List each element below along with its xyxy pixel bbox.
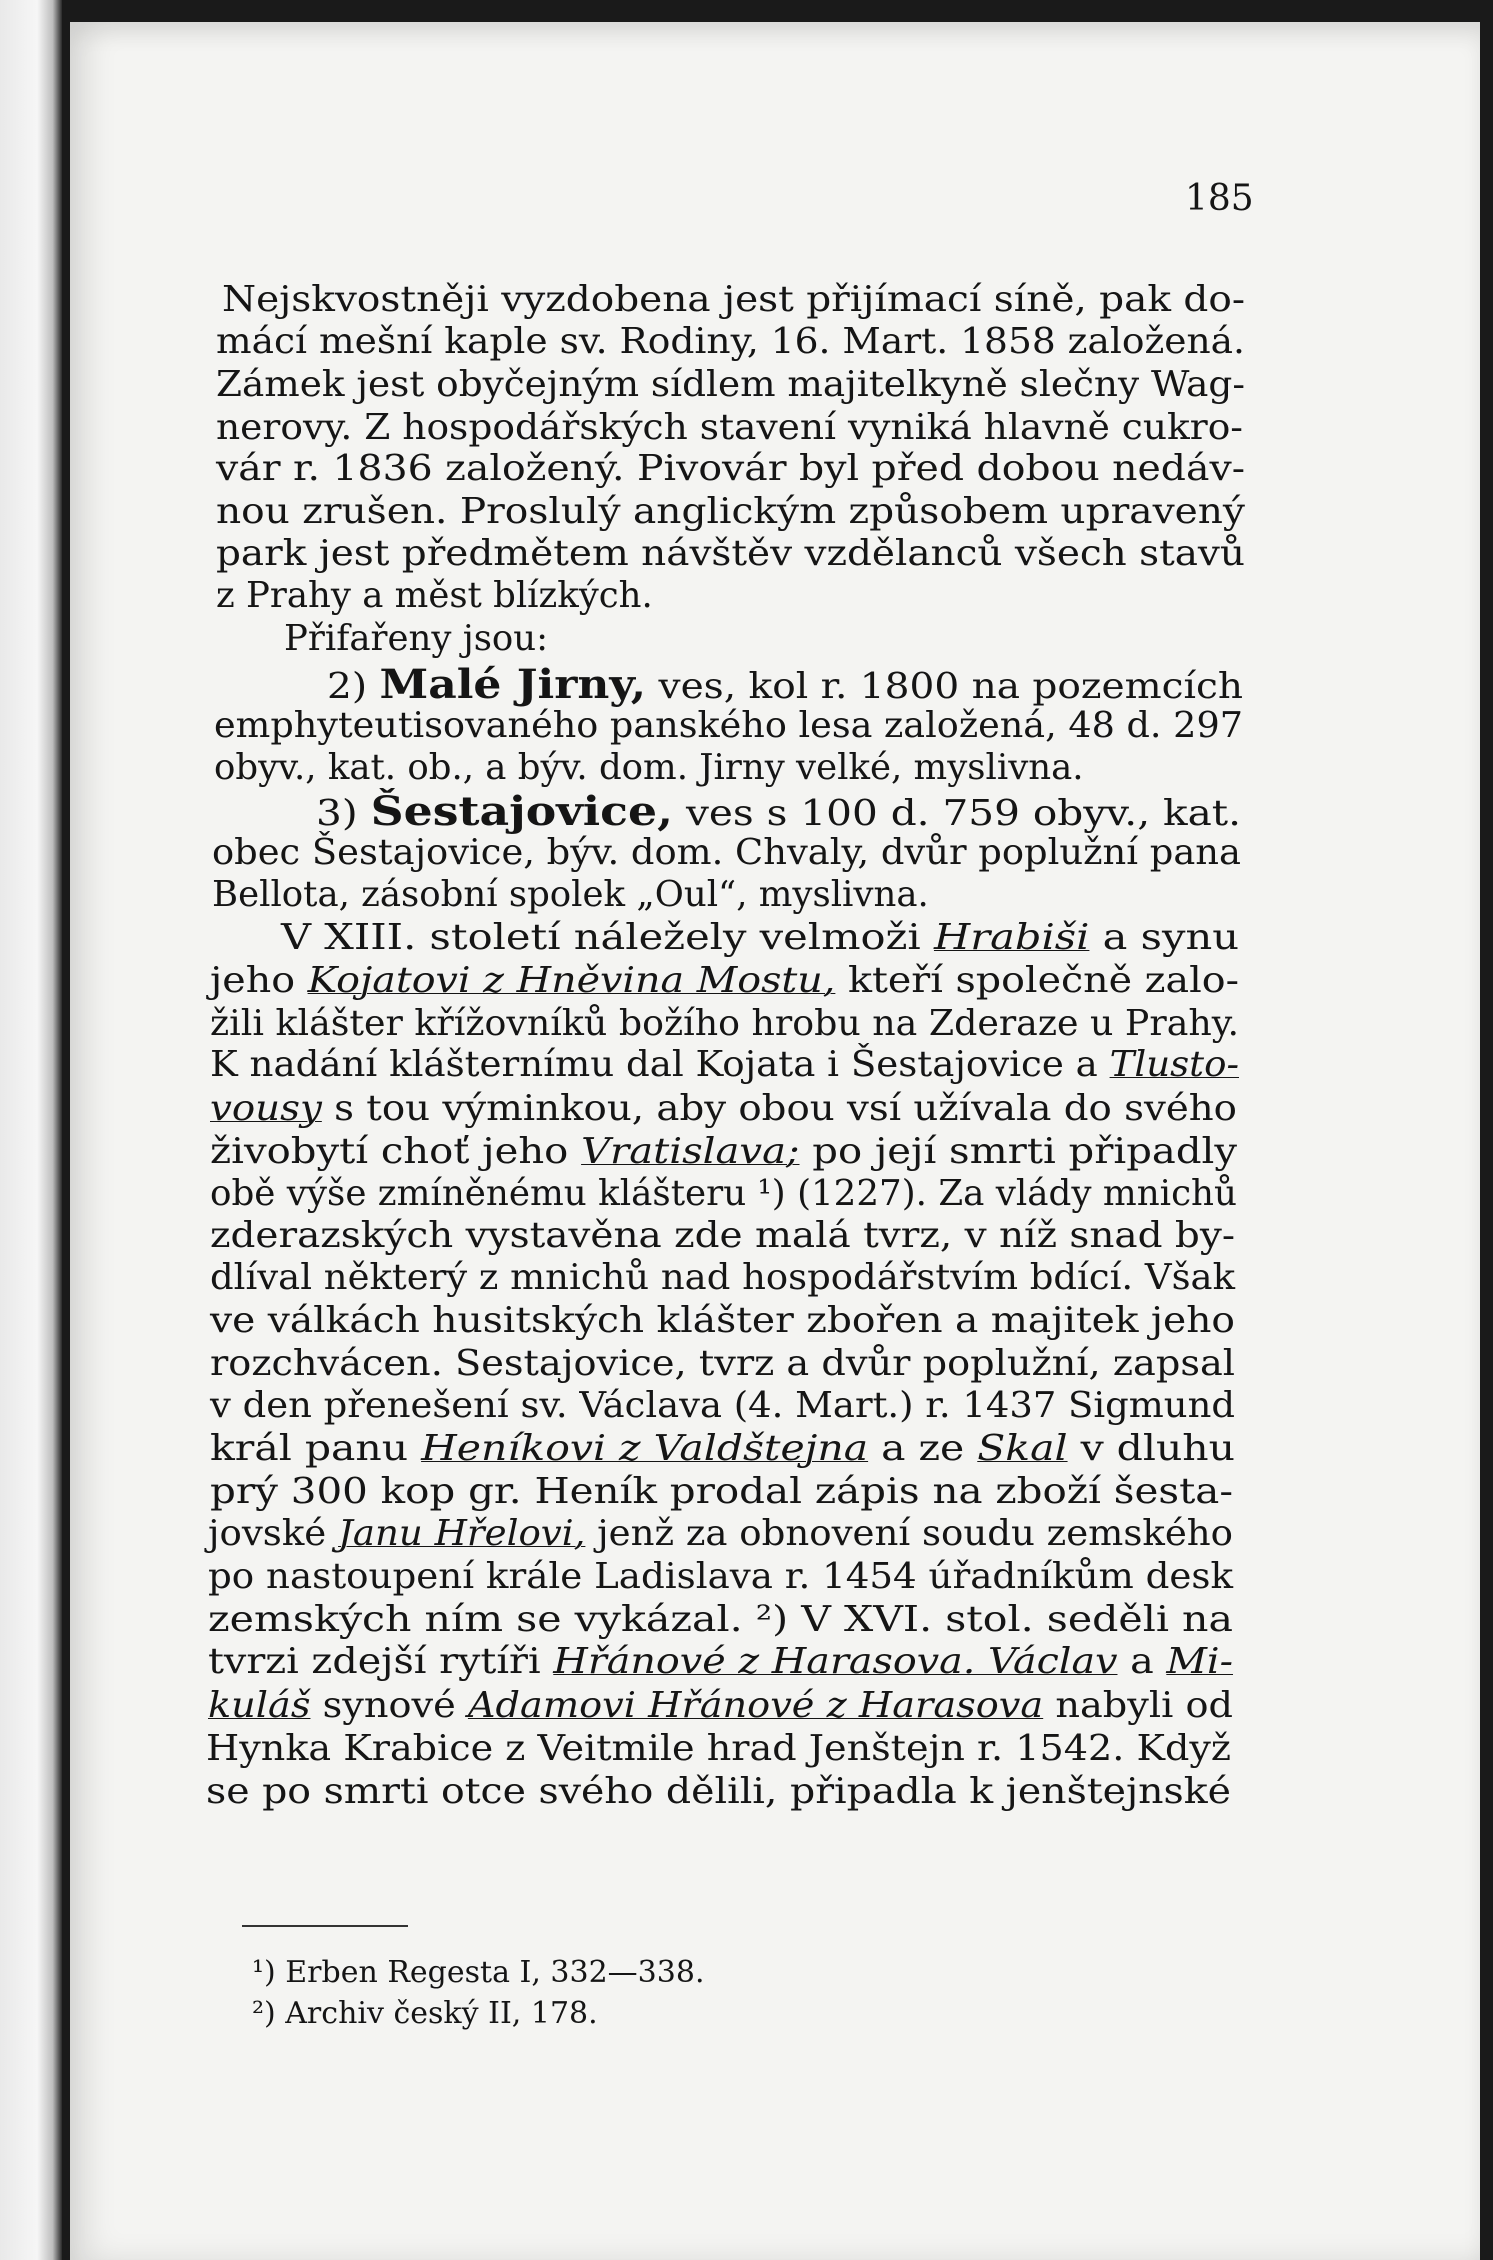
text-run: se po smrti otce svého dělili, připadla k jenštejnské (206, 1771, 1231, 1812)
text-run: zderazských vystavěna zde malá tvrz, v níž snad by- (210, 1215, 1235, 1256)
text-run: ve válkách husitských klášter zbořen a majitek jeho (210, 1300, 1235, 1341)
text-line-1 (222, 279, 1493, 320)
text-run: 3) (316, 793, 371, 834)
text-line-19 (210, 1044, 1493, 1085)
text-line-24 (210, 1257, 1493, 1298)
text-run: ves, kol r. 1800 na pozemcích (646, 666, 1243, 707)
footnote-2: ²) Archiv český II, 178. (252, 1996, 598, 2031)
italic-name: Janu Hřelovi, (338, 1513, 586, 1554)
text-run: obec Šestajovice, býv. dom. Chvaly, dvůr poplužní pana (212, 832, 1241, 873)
text-line-7 (216, 533, 1493, 574)
text-run: jenž za obnovení soudu zemského (585, 1513, 1233, 1554)
text-run: král panu (210, 1428, 422, 1469)
text-run: Přifařeny jsou: (284, 618, 549, 659)
text-run: prý 300 kop gr. Heník prodal zápis na zboží šesta- (210, 1471, 1233, 1512)
text-run: žili klášter křížovníků božího hrobu na Zderaze u Prahy. (210, 1003, 1239, 1044)
text-run: tvrzi zdejší rytíři (208, 1641, 554, 1682)
text-line-14 (212, 832, 1493, 873)
text-run: z Prahy a měst blízkých. (216, 575, 653, 616)
italic-name: Hrabiši (933, 917, 1090, 958)
text-line-35 (206, 1728, 1493, 1769)
text-run: a (1117, 1641, 1167, 1682)
text-line-10 (327, 661, 1493, 708)
text-run: kteří společně zalo- (835, 960, 1239, 1001)
text-run: mácí mešní kaple sv. Rodiny, 16. Mart. 1858 založená. (216, 321, 1245, 362)
text-run: živobytí choť jeho (210, 1131, 582, 1172)
text-run: obyv., kat. ob., a býv. dom. Jirny velké, myslivna. (214, 747, 1084, 788)
text-line-31 (208, 1556, 1493, 1597)
text-line-9 (284, 618, 1493, 659)
previous-page-edge (0, 0, 62, 2260)
text-line-26 (210, 1343, 1493, 1384)
text-run: po nastoupení krále Ladislava r. 1454 úřadníkům desk (208, 1556, 1233, 1597)
text-line-11 (214, 705, 1493, 746)
text-line-3 (216, 364, 1493, 405)
italic-name: Mi- (1166, 1641, 1233, 1682)
text-line-4 (216, 407, 1493, 448)
text-line-30 (208, 1513, 1493, 1554)
text-line-29 (210, 1471, 1493, 1512)
text-run: rozchvácen. Sestajovice, tvrz a dvůr poplužní, zapsal (210, 1343, 1235, 1384)
text-run: a ze (868, 1428, 978, 1469)
text-run: K nadání klášternímu dal Kojata i Šestajovice a (210, 1044, 1110, 1085)
text-run: s tou výminkou, aby obou vsí užívala do svého (321, 1088, 1237, 1129)
italic-name: Tlusto- (1109, 1044, 1239, 1085)
text-run: V XIII. století náležely velmoži (281, 917, 934, 958)
text-line-27 (210, 1385, 1493, 1426)
italic-name: Kojatovi z Hněvina Mostu, (307, 960, 836, 1001)
text-run: Hynka Krabice z Veitmile hrad Jenštejn r. 1542. Když (206, 1728, 1231, 1769)
text-run: synové (310, 1685, 468, 1726)
text-run: park jest předmětem návštěv vzdělanců všech stavů (216, 533, 1245, 574)
text-line-6 (216, 491, 1493, 532)
italic-name: kuláš (208, 1685, 311, 1726)
text-run: emphyteutisovaného panského lesa založená, 48 d. 297 (214, 705, 1243, 746)
text-run: jovské (208, 1513, 339, 1554)
text-line-33 (208, 1641, 1493, 1682)
italic-name: Adamovi Hřánové z Harasova (467, 1685, 1044, 1726)
text-run: dlíval některý z mnichů nad hospodářstvím bdící. Však (210, 1257, 1235, 1298)
text-line-32 (208, 1599, 1493, 1640)
text-run: Bellota, zásobní spolek „Oul“, myslivna. (212, 874, 929, 915)
text-line-36 (206, 1771, 1493, 1812)
text-run: jeho (210, 960, 308, 1001)
text-line-21 (210, 1131, 1493, 1172)
text-run: zemských ním se vykázal. ²) V XVI. stol. seděli na (208, 1599, 1233, 1640)
text-line-2 (216, 321, 1493, 362)
italic-name: Vratislava; (581, 1131, 800, 1172)
text-line-25 (210, 1300, 1493, 1341)
text-line-20 (210, 1088, 1493, 1129)
text-run: nou zrušen. Proslulý anglickým způsobem upravený (216, 491, 1245, 532)
text-run: ves s 100 d. 759 obyv., kat. (673, 793, 1241, 834)
text-line-17 (210, 960, 1493, 1001)
italic-name: vousy (210, 1088, 322, 1129)
text-run: po její smrti připadly (799, 1131, 1237, 1172)
text-line-15 (212, 874, 1493, 915)
text-line-23 (210, 1215, 1493, 1256)
bold-heading: Šestajovice, (370, 788, 674, 835)
text-run: vár r. 1836 založený. Pivovár byl před dobou nedáv- (216, 448, 1245, 489)
footnote-1: ¹) Erben Regesta I, 332—338. (252, 1955, 705, 1990)
text-line-12 (214, 747, 1493, 788)
text-line-8 (216, 575, 1493, 616)
italic-name: Skal (977, 1428, 1068, 1469)
text-line-16 (281, 917, 1493, 958)
text-line-22 (210, 1173, 1493, 1214)
text-run: nerovy. Z hospodářských stavení vyniká hlavně cukro- (216, 407, 1243, 448)
text-line-28 (210, 1428, 1493, 1469)
text-line-5 (216, 448, 1493, 489)
text-line-18 (210, 1003, 1493, 1044)
text-run: v dluhu (1067, 1428, 1235, 1469)
italic-name: Heníkovi z Valdštejna (421, 1428, 869, 1469)
text-line-34 (208, 1685, 1493, 1726)
text-run: Nejskvostněji vyzdobena jest přijímací síně, pak do- (222, 279, 1245, 320)
footnote-divider (242, 1925, 408, 1927)
text-run: obě výše zmíněnému klášteru ¹) (1227). Za vlády mnichů (210, 1173, 1237, 1214)
text-run: 2) (327, 666, 380, 707)
text-run: Zámek jest obyčejným sídlem majitelkyně slečny Wag- (216, 364, 1245, 405)
text-line-13 (316, 788, 1493, 835)
page-number: 185 (1185, 178, 1254, 219)
text-run: v den přenešení sv. Václava (4. Mart.) r. 1437 Sigmund (210, 1385, 1235, 1426)
italic-name: Hřánové z Harasova. Václav (553, 1641, 1118, 1682)
text-run: nabyli od (1043, 1685, 1233, 1726)
bold-heading: Malé Jirny, (379, 661, 647, 708)
text-run: a synu (1089, 917, 1239, 958)
